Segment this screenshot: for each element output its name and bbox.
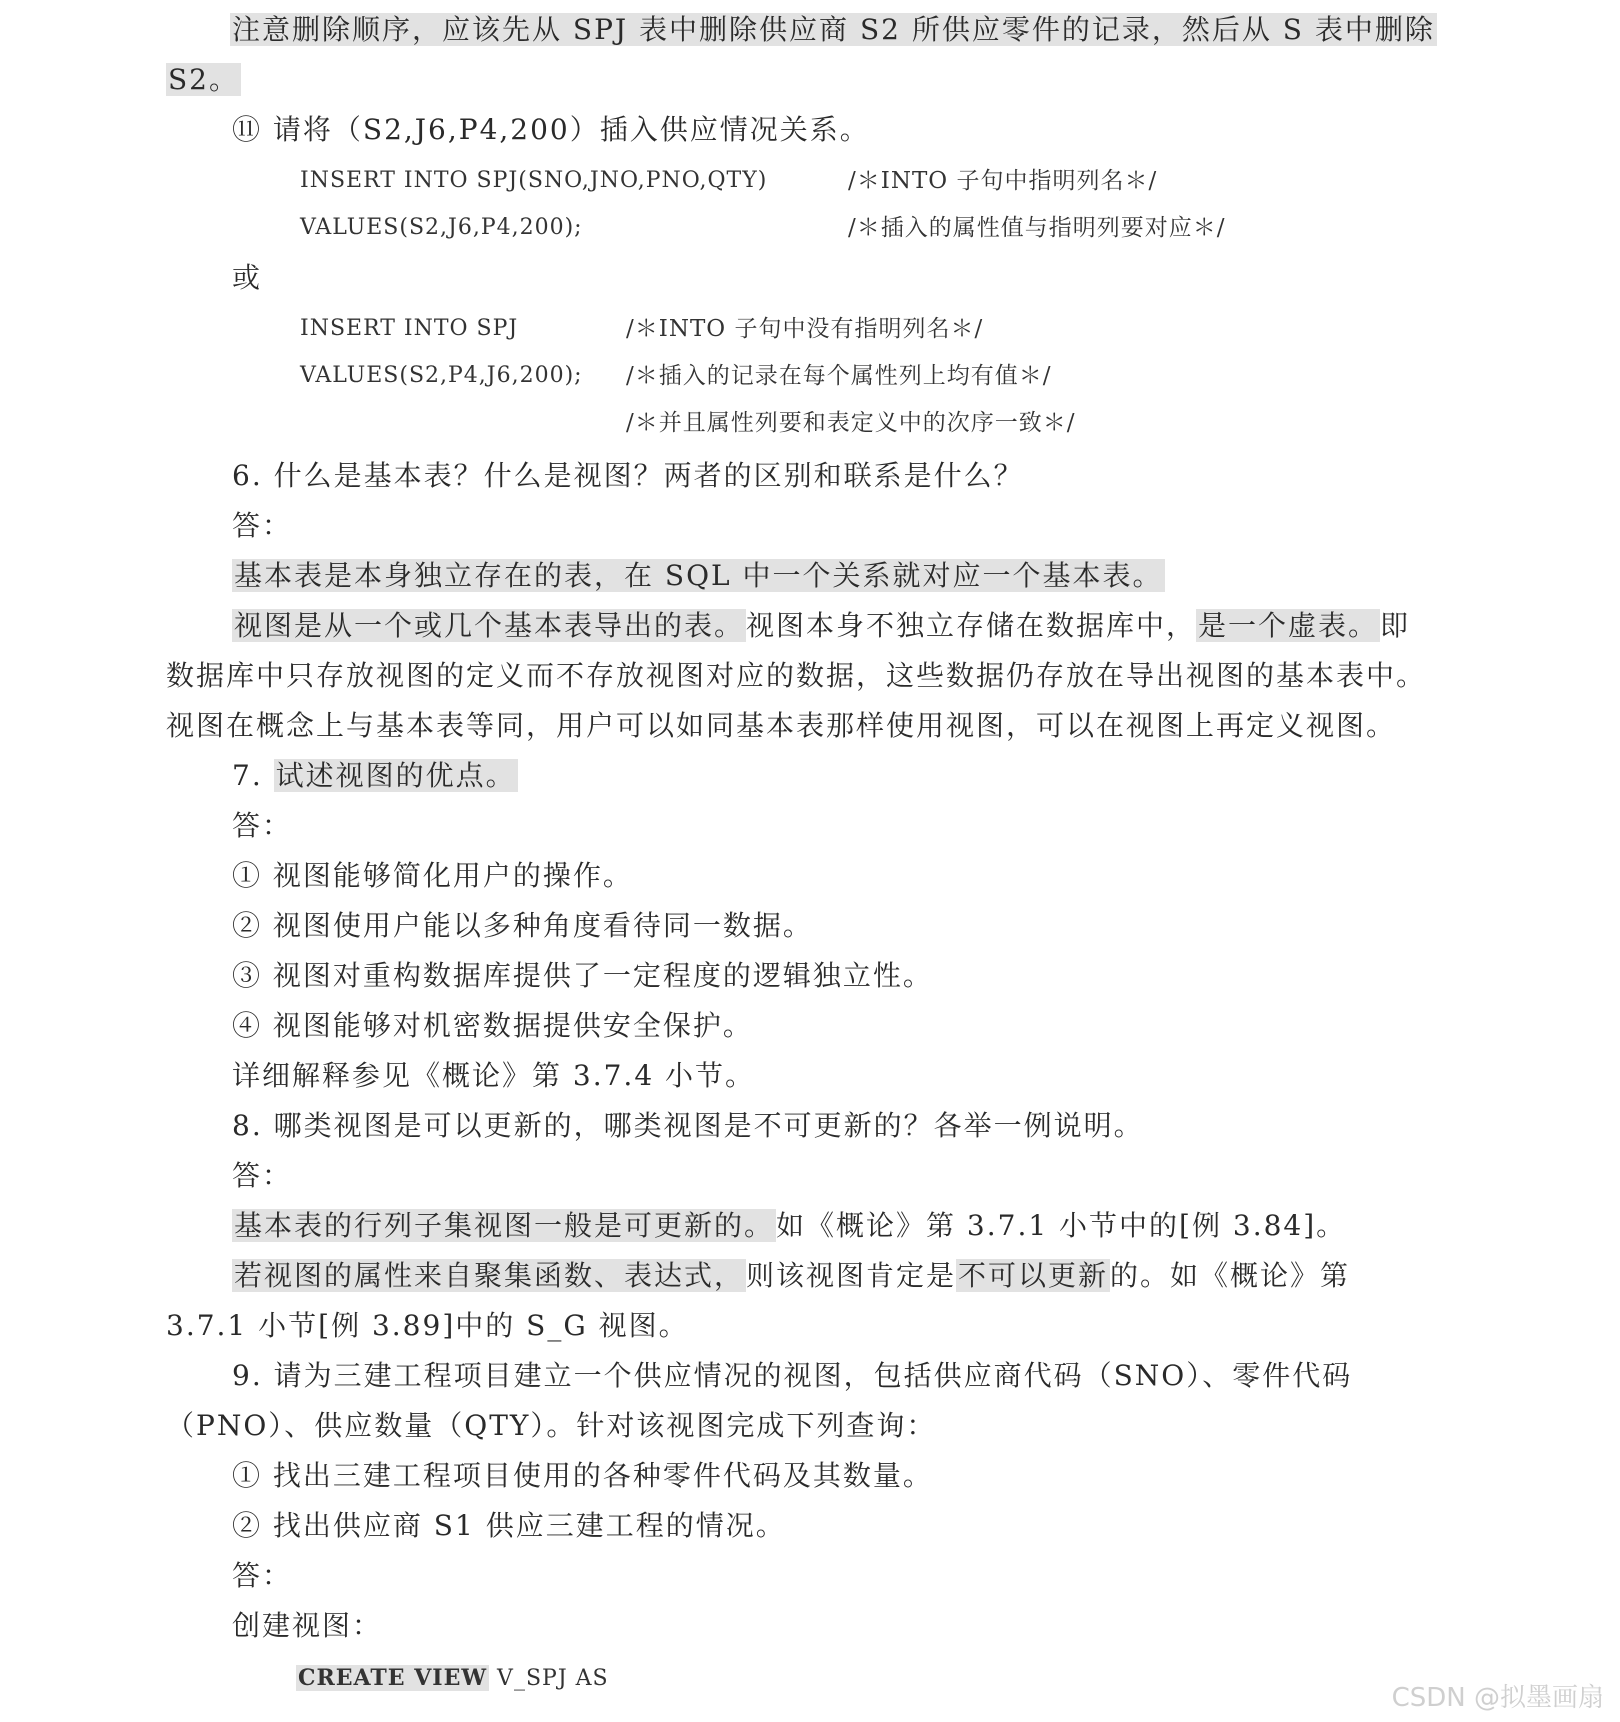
- code-line: VALUES(S2,P4,J6,200);: [300, 363, 583, 388]
- answer-label: 答：: [232, 509, 293, 542]
- code-line: INSERT INTO SPJ(SNO,JNO,PNO,QTY): [300, 168, 768, 193]
- watermark: CSDN @拟墨画扇: [1391, 1683, 1604, 1713]
- question-number: 7.: [232, 759, 263, 792]
- list-item: ② 找出供应商 S1 供应三建工程的情况。: [232, 1509, 786, 1542]
- code-comment: /＊插入的记录在每个属性列上均有值＊/: [626, 363, 1052, 389]
- highlight: 若视图的属性来自聚集函数、表达式，: [234, 1259, 745, 1292]
- list-item: ② 视图使用户能以多种角度看待同一数据。: [232, 909, 813, 942]
- q8-not-updatable-line: [232, 1256, 1350, 1296]
- code-comment: /＊插入的属性值与指明列要对应＊/: [848, 215, 1226, 241]
- highlight: 不可以更新: [958, 1259, 1109, 1292]
- code-line: [296, 1661, 609, 1696]
- answer-label: 答：: [232, 809, 293, 842]
- text: 的。如《概论》第: [1110, 1259, 1351, 1292]
- highlight: 基本表是本身独立存在的表，在 SQL 中一个关系就对应一个基本表。: [234, 559, 1163, 592]
- q9-title-line-2: （PNO）、供应数量（QTY）。针对该视图完成下列查询：: [166, 1409, 937, 1442]
- q11-title: ⑪ 请将（S2,J6,P4,200）插入供应情况关系。: [232, 113, 870, 146]
- highlight: CREATE VIEW: [298, 1665, 488, 1691]
- q8-updatable-line: [232, 1206, 1346, 1246]
- highlight: 注意删除顺序，应该先从 SPJ 表中删除供应商 S2 所供应零件的记录，然后从 S 表中删除: [232, 13, 1435, 46]
- highlight: 是一个虚表。: [1198, 609, 1379, 642]
- q8-body-line-3: 3.7.1 小节[例 3.89]中的 S_G 视图。: [166, 1309, 689, 1342]
- highlight: 试述视图的优点。: [275, 759, 516, 792]
- list-item: ① 找出三建工程项目使用的各种零件代码及其数量。: [232, 1459, 933, 1492]
- code-comment: /＊并且属性列要和表定义中的次序一致＊/: [626, 410, 1076, 436]
- text: 视图本身不独立存储在数据库中，: [746, 609, 1197, 642]
- deletion-order-line-1: [230, 10, 1437, 50]
- q6-view-definition: [232, 606, 1410, 646]
- q6-body-line-3: 视图在概念上与基本表等同，用户可以如同基本表那样使用视图，可以在视图上再定义视图。: [166, 709, 1397, 742]
- q8-title: 8. 哪类视图是可以更新的，哪类视图是不可更新的？各举一例说明。: [232, 1109, 1144, 1142]
- answer-label: 答：: [232, 1159, 293, 1192]
- list-item: ① 视图能够简化用户的操作。: [232, 859, 633, 892]
- create-view-label: 创建视图：: [232, 1609, 383, 1642]
- text: 即: [1380, 609, 1411, 642]
- highlight: 视图是从一个或几个基本表导出的表。: [234, 609, 745, 642]
- or-label: 或: [232, 261, 263, 294]
- q9-title-line-1: 9. 请为三建工程项目建立一个供应情况的视图，包括供应商代码（SNO）、零件代码: [232, 1359, 1353, 1392]
- q6-title: 6. 什么是基本表？什么是视图？两者的区别和联系是什么？: [232, 459, 1024, 492]
- q6-table-definition: [232, 556, 1165, 596]
- code-text: V_SPJ AS: [489, 1666, 609, 1691]
- deletion-order-line-2: [166, 60, 241, 100]
- code-line: VALUES(S2,J6,P4,200);: [300, 215, 583, 240]
- highlight: S2。: [168, 63, 239, 96]
- answer-label: 答：: [232, 1559, 293, 1592]
- text: 则该视图肯定是: [746, 1259, 957, 1292]
- code-comment: /＊INTO 子句中没有指明列名＊/: [626, 316, 984, 342]
- list-item: ③ 视图对重构数据库提供了一定程度的逻辑独立性。: [232, 959, 933, 992]
- code-comment: /＊INTO 子句中指明列名＊/: [848, 168, 1158, 194]
- highlight: 基本表的行列子集视图一般是可更新的。: [234, 1209, 775, 1242]
- list-item: ④ 视图能够对机密数据提供安全保护。: [232, 1009, 753, 1042]
- code-line: INSERT INTO SPJ: [300, 316, 519, 341]
- text: 如《概论》第 3.7.1 小节中的[例 3.84]。: [776, 1209, 1347, 1242]
- q7-title: [232, 756, 518, 796]
- q6-body-line-2: 数据库中只存放视图的定义而不存放视图对应的数据，这些数据仍存放在导出视图的基本表中。: [166, 659, 1427, 692]
- reference-note: 详细解释参见《概论》第 3.7.4 小节。: [232, 1059, 756, 1092]
